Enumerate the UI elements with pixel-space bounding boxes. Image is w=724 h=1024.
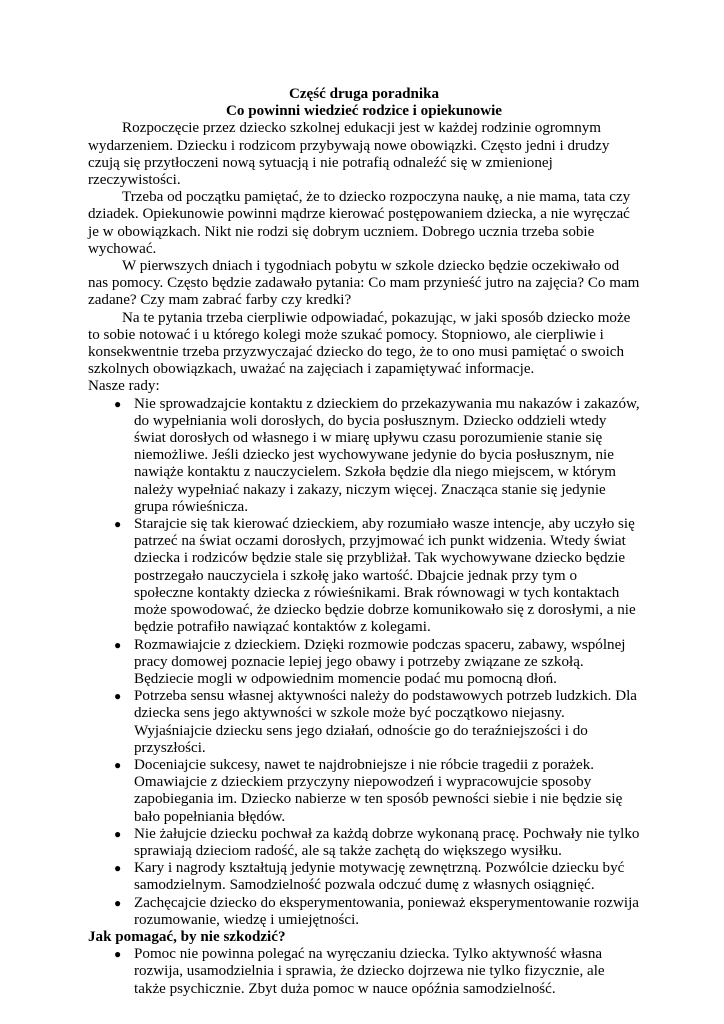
advice-item: [88, 516, 640, 636]
advice-item: [88, 396, 640, 516]
advice-list: [88, 396, 640, 929]
intro-paragraph-2: Trzeba od początku pamiętać, że to dziecko rozpoczyna naukę, a nie mama, tata czy dziadek. Opiekunowie powinni mądrze kierować postępowaniem dziecka, a nie wyręczać je w obowiązkach. Nikt nie rodzi się dobrym uczniem. Dobrego ucznia trzeba sobie wychować.: [88, 189, 631, 257]
advice-text: Nie żałujcie dziecku pochwał za każdą dobrze wykonaną pracę. Pochwały nie tylko sprawiają dzieciom radość, ale są także zachętą do większego wysiłku.: [134, 825, 640, 859]
advice-text: Doceniajcie sukcesy, nawet te najdrobniejsze i nie róbcie tragedii z porażek. Omawiajcie z dzieckiem przyczyny niepowodzeń i wypracowujcie sposoby zapobiegania im. Dziecko nabierze w ten sposób pewności siebie i nie będzie się bało popełniania błędów.: [134, 756, 623, 825]
document-subtitle: Co powinni wiedzieć rodzice i opiekunowie: [225, 103, 503, 120]
advice-text: Rozmawiajcie z dzieckiem. Dzięki rozmowie podczas spaceru, zabawy, wspólnej pracy domowej poznacie lepiej jego obawy i potrzeby związane ze szkołą. Będziecie mogli w odpowiednim momencie podać mu pomocną dłoń.: [134, 636, 626, 687]
advice-text: Kary i nagrody kształtują jedynie motywację zewnętrzną. Pozwólcie dziecku być samodzielnym. Samodzielność pozwala odczuć dumę z własnych osiągnięć.: [134, 860, 625, 894]
advice-text: Nie sprowadzajcie kontaktu z dzieckiem do przekazywania mu nakazów i zakazów, do wypełniania woli dorosłych, do bycia posłusznym. Dziecko oddzieli wtedy świat dorosłych od własnego i w miarę upływu czasu porozumienie stanie się niemożliwe. Jeśli dziecko jest wychowywane jedynie do bycia posłusznym, nie nawiąże kontaktu z nauczycielem. Szkoła będzie dla niego miejscem, w którym należy wypełniać nakazy i zakazy, niczym więcej. Znacząca stanie się jedynie grupa rówieśnicza.: [134, 395, 640, 515]
advice-heading: Nasze rady:: [88, 378, 160, 395]
bullet-icon: ●: [114, 517, 122, 532]
bullet-icon: ●: [114, 689, 122, 704]
bullet-icon: ●: [114, 895, 122, 910]
advice-item: [88, 688, 640, 757]
help-item: [88, 946, 640, 998]
document-page: [88, 86, 640, 998]
bullet-icon: ●: [114, 826, 122, 841]
bullet-icon: ●: [114, 861, 122, 876]
advice-text: Zachęcajcie dziecko do eksperymentowania, ponieważ eksperymentowanie rozwija rozumowanie, wiedzę i umiejętności.: [134, 894, 639, 928]
intro-paragraph-1: Rozpoczęcie przez dziecko szkolnej edukacji jest w każdej rodzinie ogromnym wydarzeniem. Dziecku i rodzicom przybywają nowe obowiązki. Często jedni i drudzy czują się przytłoczeni nową sytuacją i nie potrafią odnaleźć się w zmienionej rzeczywistości.: [88, 120, 610, 189]
help-list: [88, 946, 640, 998]
intro-paragraph-4: Na te pytania trzeba cierpliwie odpowiadać, pokazując, w jaki sposób dziecko może to sobie notować i u którego kolegi może szukać pomocy. Stopniowo, ale cierpliwie i konsekwentnie trzeba przyzwyczajać dziecko do tego, że to ono musi pamiętać o swoich szkolnych obowiązkach, uważać na zajęciach i zapamiętywać informacje.: [88, 309, 631, 378]
bullet-icon: ●: [114, 757, 122, 772]
bullet-icon: ●: [114, 947, 122, 962]
document-title: Część druga poradnika: [288, 86, 440, 102]
advice-text: Potrzeba sensu własnej aktywności należy do podstawowych potrzeb ludzkich. Dla dziecka sens jego aktywności w szkole może być początkowo niejasny. Wyjaśniajcie dziecku sens jego działań, odnoście go do teraźniejszości i do przyszłości.: [134, 688, 637, 756]
bullet-icon: ●: [114, 396, 122, 411]
advice-item: [88, 757, 640, 826]
advice-text: Starajcie się tak kierować dzieckiem, aby rozumiało wasze intencje, aby uczyło się patrzeć na świat oczami dorosłych, przyjmować ich punkt widzenia. Wtedy świat dziecka i rodziców będzie stale się przybliżał. Tak wychowywane dziecko będzie postrzegało nauczyciela i szkołę jako wartość. Dbajcie jednak przy tym o społeczne kontakty dziecka z rówieśnikami. Brak równowagi w tych kontaktach może spowodować, że dziecko będzie dobrze komunikowało się z dorosłymi, a nie będzie potrafiło nawiązać kontaktów z kolegami.: [134, 516, 636, 636]
advice-item: [88, 826, 640, 860]
help-heading: Jak pomagać, by nie szkodzić?: [88, 928, 286, 945]
intro-paragraph-3: W pierwszych dniach i tygodniach pobytu w szkole dziecko będzie oczekiwało od nas pomocy. Często będzie zadawało pytania: Co mam przynieść jutro na zajęcia? Co mam zadane? Czy mam zabrać farby czy kredki?: [88, 258, 640, 309]
advice-item: [88, 637, 640, 689]
advice-item: [88, 895, 640, 929]
bullet-icon: ●: [114, 637, 122, 652]
advice-item: [88, 860, 640, 894]
help-text: Pomoc nie powinna polegać na wyręczaniu dziecka. Tylko aktywność własna rozwija, usamodzielnia i sprawia, że dziecko dojrzewa nie tylko fizycznie, ale także psychicznie. Zbyt duża pomoc w nauce opóźnia samodzielność.: [134, 946, 605, 997]
